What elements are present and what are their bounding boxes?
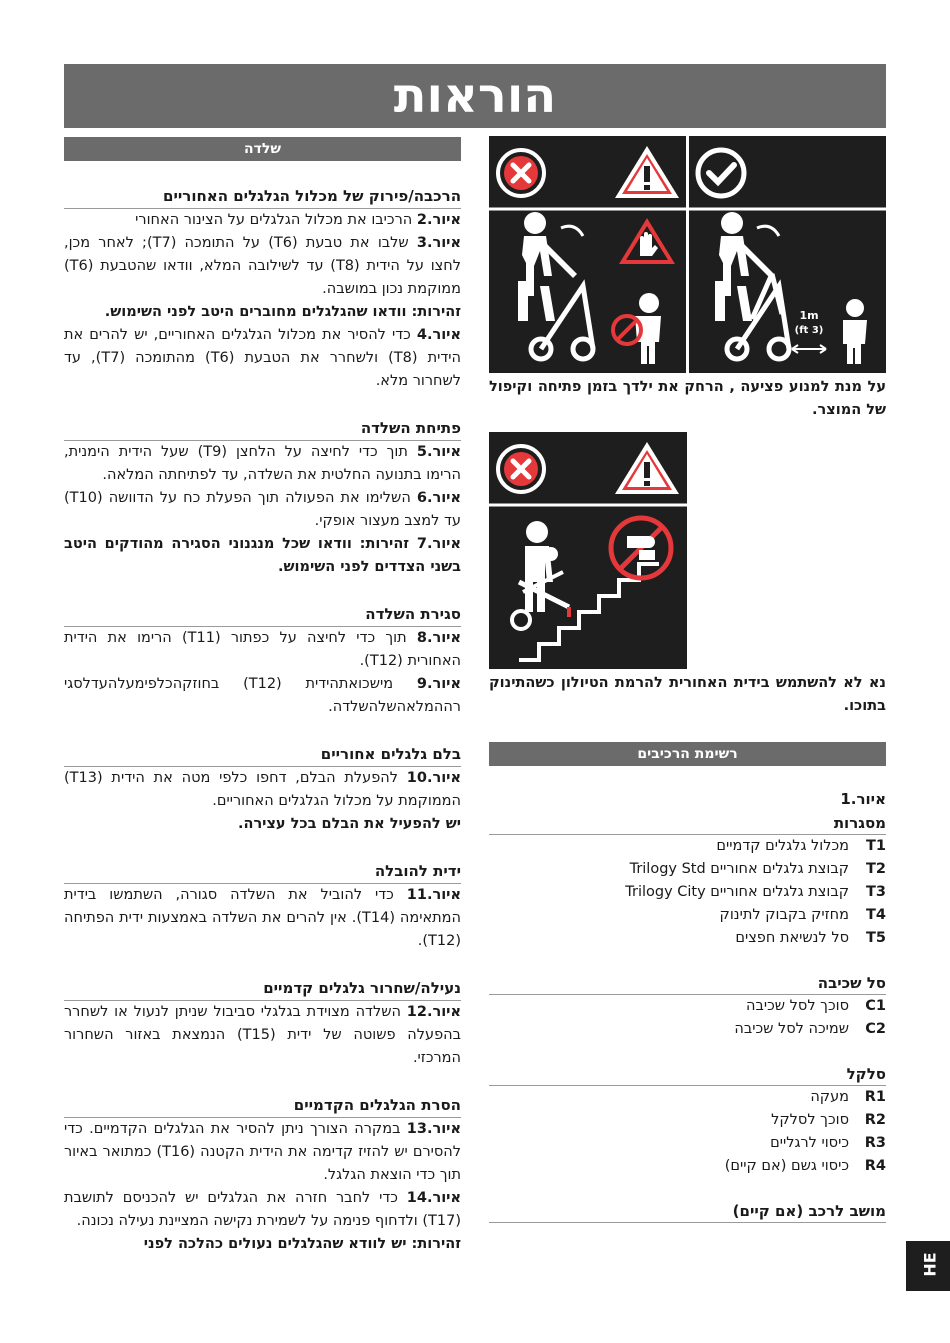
part-label: מעקה	[810, 1089, 849, 1105]
parts-row	[489, 1086, 886, 1109]
instruction-text: תוך כדי לחיצה על הלחצן (T9) שעל הידית הימנית, הרימו בתנועה החלטית את השלדה, עד לפתיחתה המלאה.	[64, 444, 461, 483]
cross-icon-2	[498, 446, 544, 492]
chassis-sections	[64, 185, 461, 1256]
instruction-paragraph	[64, 232, 461, 301]
instruction-text: יש לוודא שהגלגלים נעולים כהלכה לפני	[143, 1236, 412, 1252]
parts-group-heading: מסגרות	[489, 812, 886, 835]
instruction-paragraph	[64, 767, 461, 813]
figure-ref: איור.2	[416, 212, 461, 228]
section-heading: נעילה/שחרור גלגלים קדמיים	[64, 977, 461, 1001]
warnings-column	[489, 136, 886, 1223]
section-heading: סגירת השלדה	[64, 603, 461, 627]
instruction-text: וודאו שהגלגלים מחוברים היטב לפני השימוש.	[104, 304, 412, 320]
part-code: T5	[866, 930, 886, 946]
part-label: מכלול גלגלים קדמיים	[716, 838, 849, 854]
chassis-column	[64, 137, 461, 1256]
section-heading: ידית להובלה	[64, 860, 461, 884]
warning-panel-folding	[489, 136, 886, 373]
instruction-paragraph	[64, 1001, 461, 1070]
figure-ref: איור.14	[406, 1190, 461, 1206]
figure-ref: איור.13	[406, 1121, 461, 1137]
part-label: מחזיק בקבוק לתינוק	[719, 907, 849, 923]
parts-row	[489, 1155, 886, 1178]
part-label: קבוצת גלגלים אחוריים Trilogy Std	[629, 861, 849, 877]
part-code: R3	[864, 1135, 886, 1151]
figure-ref: איור.9	[416, 676, 462, 692]
part-label: סוכך לסלקל	[771, 1112, 849, 1128]
instruction-text: הרכיבו את מכלול הגלגלים על הצינור האחורי	[135, 212, 417, 228]
distance-label-ft: (3 ft)	[794, 325, 824, 336]
part-code: T1	[866, 838, 886, 854]
figure-ref: איור.10	[406, 770, 461, 786]
instruction-text: יש להפעיל את הבלם בכל עצירה.	[237, 816, 461, 832]
figure-ref: איור.11	[406, 887, 461, 903]
parts-group-heading: סל שכיבה	[489, 972, 886, 995]
parts-row	[489, 858, 886, 881]
instruction-paragraph	[64, 441, 461, 487]
figure-ref: איור.12	[406, 1004, 461, 1020]
part-label: כיסוי גשם (אם קיים)	[724, 1158, 849, 1174]
instruction-paragraph	[64, 324, 461, 393]
section-heading: הסרת הגלגלים הקדמיים	[64, 1094, 461, 1118]
instruction-paragraph	[64, 813, 461, 836]
instruction-text: מישכואתהידית (T12) בחוזקהכלפימעלהעדלסגי רההמלאהשלהשלדה.	[64, 676, 461, 715]
warning-panel-stairs	[489, 432, 687, 669]
parts-row	[489, 1018, 886, 1041]
part-label: קבוצת גלגלים אחוריים Trilogy City	[625, 884, 849, 900]
instruction-text: כדי להוביל את השלדה סגורה, השתמשו בידית המתאימה (T14). אין להרים את השלדה באמצעות ידית הפתיחה (T12).	[64, 887, 462, 949]
part-label: כיסוי לרגליים	[770, 1135, 849, 1151]
part-label: סוכך לסל שכיבה	[746, 998, 849, 1014]
instruction-text: כדי לחבר חזרה את הגלגלים יש להכניסם לתושבת (T17) ולדחוף פנימה על לשמירת נקישה המציינת נעילה נכונה.	[64, 1190, 461, 1229]
caption-folding-warning: על מנת למנוע פציעה , הרחק את ילדך בזמן פתיחה וקיפול של המוצר.	[489, 379, 886, 418]
instruction-paragraph	[64, 673, 461, 719]
figure-ref: איור.5	[416, 444, 462, 460]
instruction-paragraph	[64, 1233, 461, 1256]
instruction-paragraph	[64, 884, 461, 953]
instruction-paragraph	[64, 533, 461, 579]
part-code: C2	[865, 1021, 886, 1037]
figure-ref: איור.4	[416, 327, 461, 343]
figure-ref: איור.7	[416, 536, 461, 552]
page-title: הוראות	[393, 68, 557, 124]
distance-label: 1m	[799, 309, 819, 322]
part-code: R2	[864, 1112, 886, 1128]
section-heading: בלם גלגלים אחוריים	[64, 743, 461, 767]
section-heading: הרכבה/פירוק של מכלול הגלגלים האחוריים	[64, 185, 461, 209]
instruction-text: להפעלת הבלם, דחפו כלפי מטה את הידית (T13) הממוקמת על מכלול הגלגלים האחוריים.	[64, 770, 461, 809]
parts-row	[489, 835, 886, 858]
parts-row	[489, 1132, 886, 1155]
parts-row	[489, 1109, 886, 1132]
parts-group-heading: מושב לרכב (אם קיים)	[489, 1200, 886, 1223]
parts-group-heading: סלקל	[489, 1063, 886, 1086]
instruction-text: כדי להסיר את מכלול הגלגלים האחוריים, יש להרים את הידית (T8) ולשחרר את הטבעת (T6) מהתומכה (T7), עד לשחרור מלא.	[64, 327, 462, 389]
instruction-text: תוך כדי לחיצה על כפתור (T11) הרימו את הידית האחורית (T12).	[64, 630, 461, 669]
parts-figure-label: איור.1	[840, 790, 886, 808]
chassis-section-bar: שלדה	[64, 137, 461, 161]
part-code: R4	[864, 1158, 886, 1174]
part-code: C1	[865, 998, 886, 1014]
instruction-paragraph	[64, 1118, 461, 1187]
parts-list	[489, 788, 886, 1223]
figure-ref: איור.3	[416, 235, 462, 251]
parts-row	[489, 904, 886, 927]
figure-ref: זהירות:	[411, 1236, 461, 1252]
part-code: T3	[866, 884, 886, 900]
parts-row	[489, 995, 886, 1018]
instruction-text: זהירות: וודאו שכל מנגנוני הסגירה מהודקים היטב בשני הצדדים לפני השימוש.	[64, 536, 461, 575]
cross-icon	[498, 150, 544, 196]
language-tab	[906, 1241, 950, 1291]
part-code: T4	[866, 907, 886, 923]
part-label: שמיכה לסל שכיבה	[734, 1021, 849, 1037]
instruction-paragraph	[64, 209, 461, 232]
instruction-text: במקרה הצורך ניתן להסיר את הגלגלים הקדמיים. כדי להסירם יש להזיז קדימה את הידית הקטנה (T16) כמתואר באיור תוך כדי הוצאת הגלגל.	[64, 1121, 461, 1183]
language-tab-label: HE	[920, 1252, 940, 1277]
instruction-text: שלבו את טבעת (T6) על התומכה (T7); לאחר מכן, לחצו על הידית (T8) עד לשילובה המלא, וודאו שהטבעת (T6) ממוקמת נכון במושבה.	[64, 235, 461, 297]
part-label: סל לנשיאת חפצים	[735, 930, 849, 946]
instruction-text: השלימו את הפעולה תוך הפעלת כח על הדוושה (T10) עד למצב מעצור אופקי.	[64, 490, 461, 529]
part-code: T2	[866, 861, 886, 877]
caption-stairs-warning: נא לא להשתמש בידית האחורית להרמת הטיולון כשהתינוק בתוכו.	[489, 675, 886, 714]
title-bar	[64, 64, 886, 128]
figure-ref: איור.6	[416, 490, 461, 506]
parts-row	[489, 927, 886, 950]
instruction-text: השלדה מצוידת בגלגלי סביבול שניתן לנעול או לשחרר בהפעלה פשוטה של ידית (T15) הנמצאת באזור השחרור המרכזי.	[64, 1004, 461, 1066]
parts-section-bar: רשימת הרכיבים	[489, 742, 886, 766]
instruction-paragraph	[64, 627, 461, 673]
parts-row	[489, 881, 886, 904]
instruction-paragraph	[64, 301, 461, 324]
section-heading: פתיחת השלדה	[64, 417, 461, 441]
instruction-paragraph	[64, 487, 461, 533]
instruction-paragraph	[64, 1187, 461, 1233]
part-code: R1	[864, 1089, 886, 1105]
figure-ref: זהירות:	[411, 304, 461, 320]
figure-ref: איור.8	[416, 630, 461, 646]
